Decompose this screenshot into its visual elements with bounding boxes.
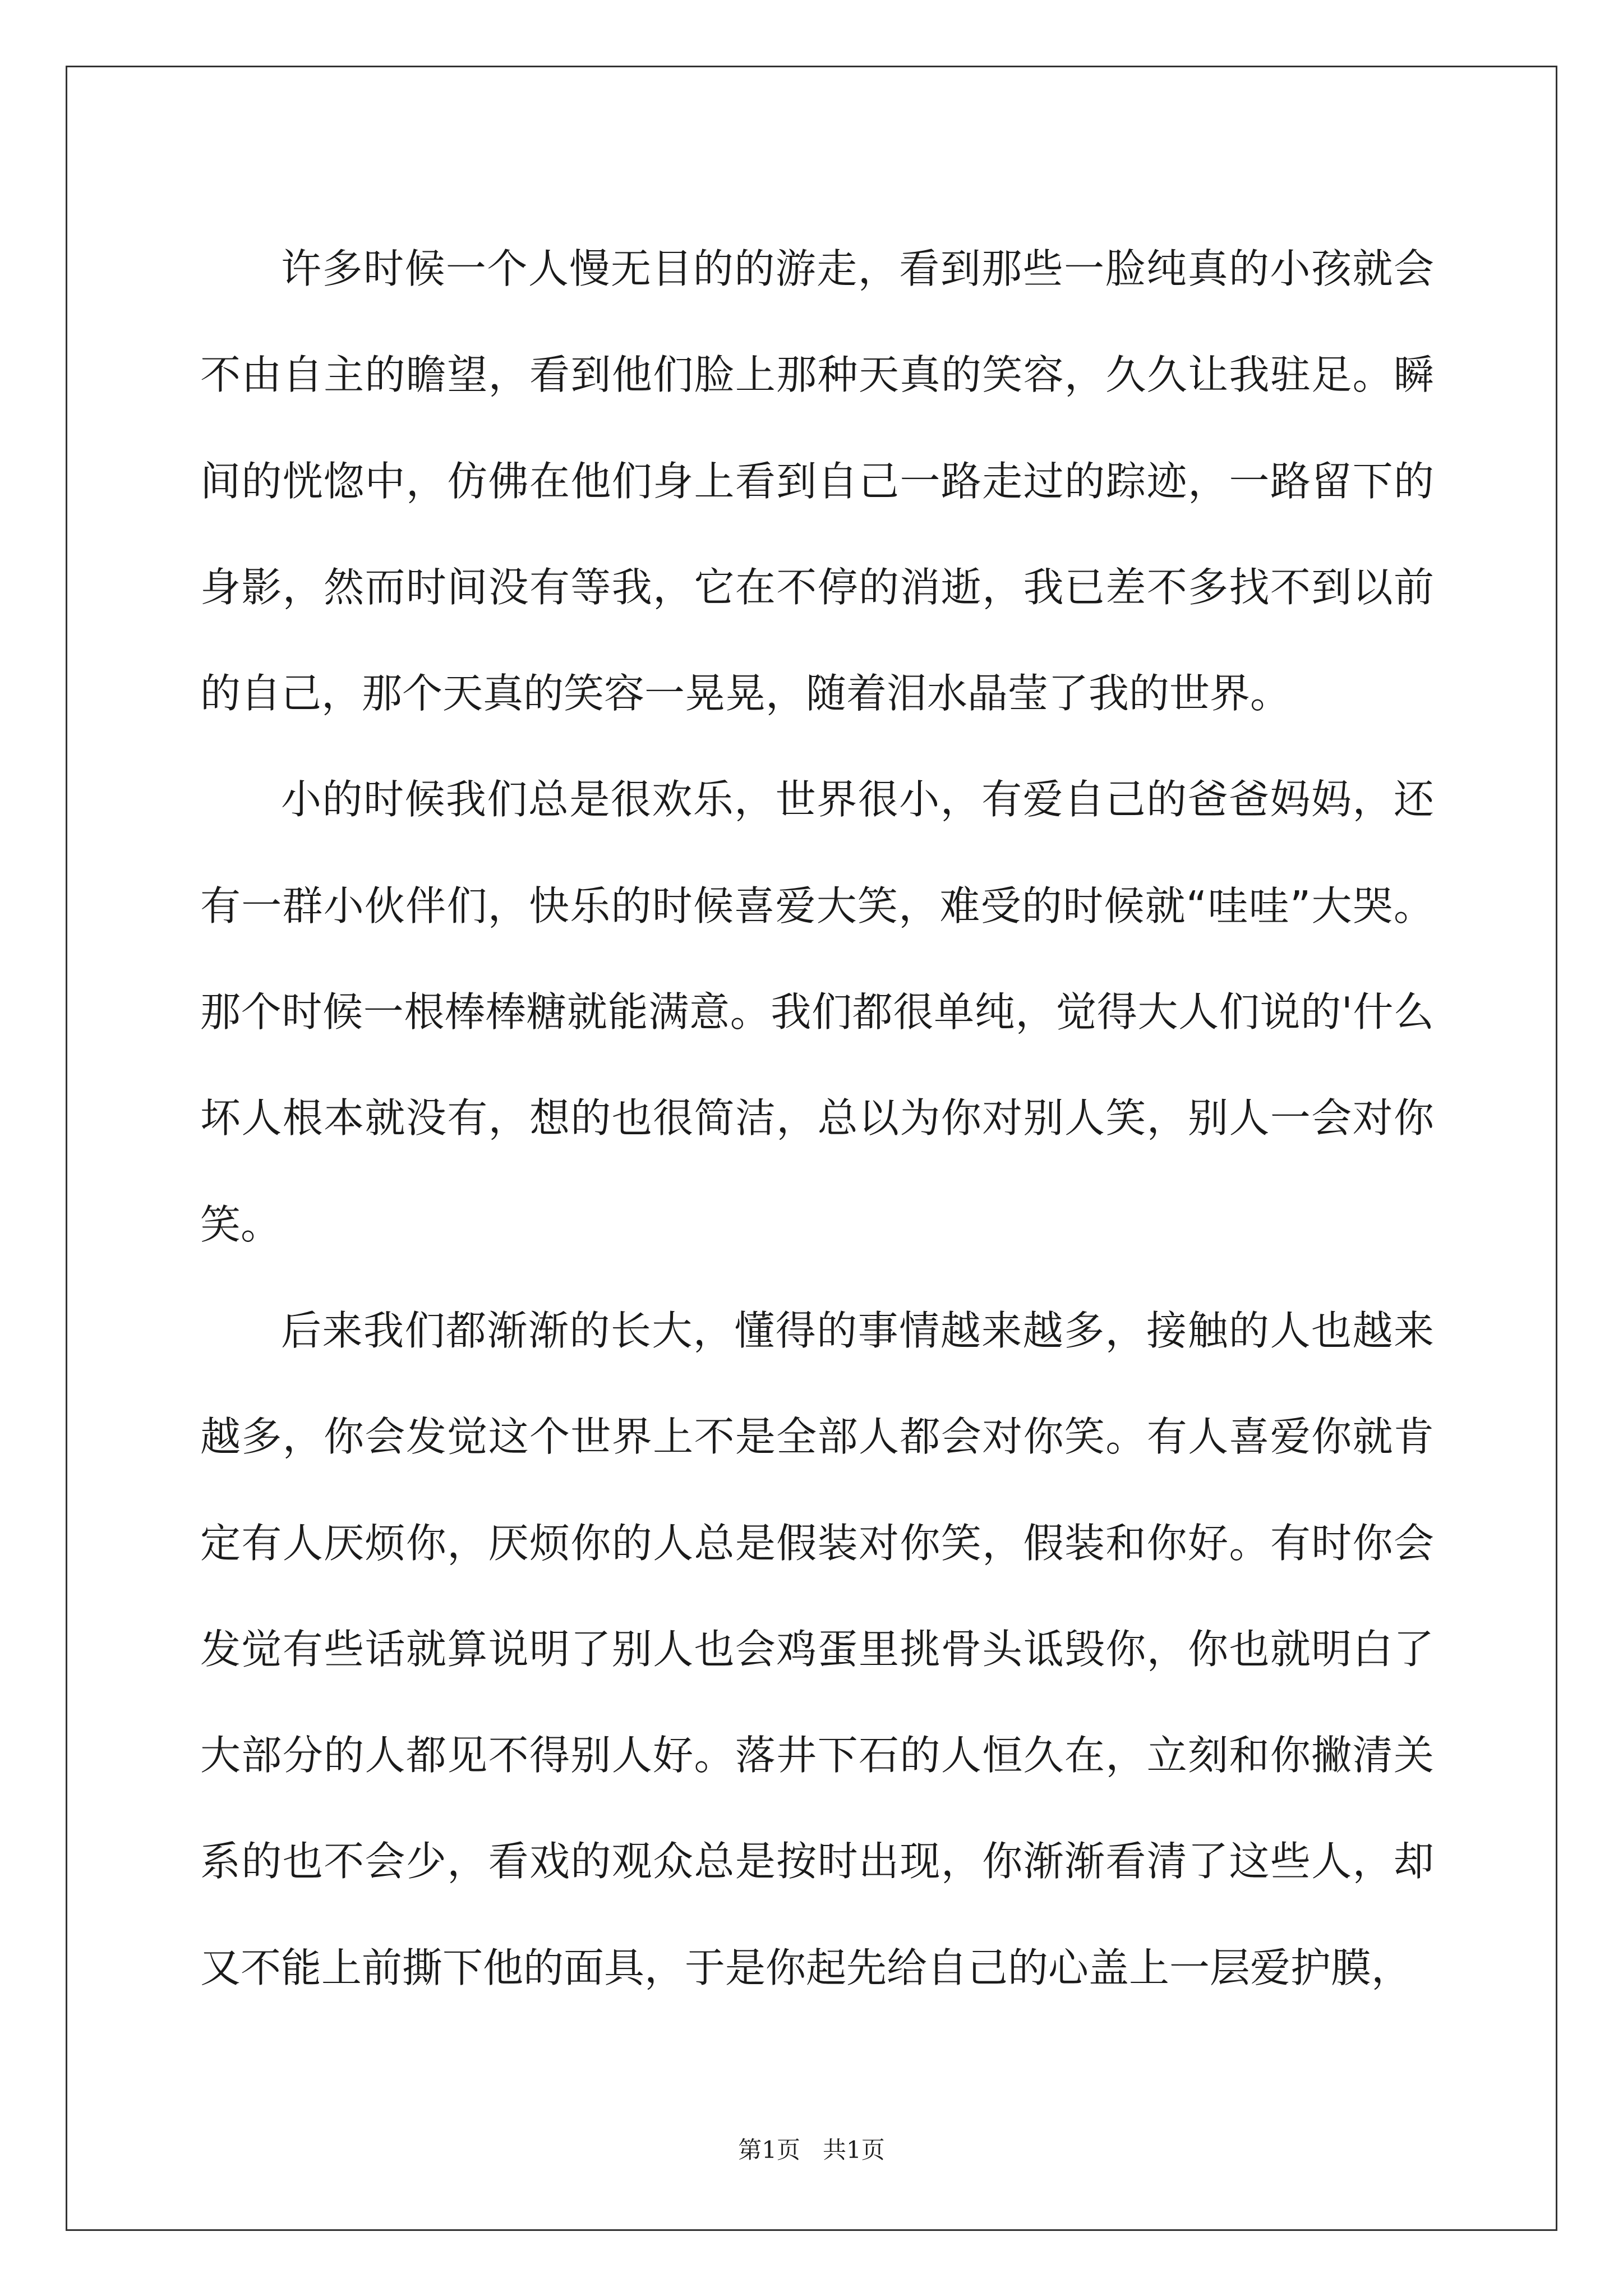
paragraph-3: 后来我们都渐渐的长大，懂得的事情越来越多，接触的人也越来越多，你会发觉这个世界上不是全部人都会对你笑。有人喜爱你就肯定有人厌烦你，厌烦你的人总是假装对你笑，假装和你好。有时你会发觉有些话就算说明了别人也会鸡蛋里挑骨头诋毁你，你也就明白了大部分的人都见不得别人好。落井下石的人恒久在，立刻和你撇清关系的也不会少，看戏的观众总是按时出现，你渐渐看清了这些人，却又不能上前撕下他的面具，于是你起先给自己的心盖上一层爱护膜， [200,1306,1434,1991]
paragraph-2: 小的时候我们总是很欢乐，世界很小，有爱自己的爸爸妈妈，还有一群小伙伴们，快乐的时候喜爱大笑，难受的时候就“哇哇”大哭。那个时候一根棒棒糖就能满意。我们都很单纯，觉得大人们说的'什么坏人根本就没有，想的也很简洁，总以为你对别人笑，别人一会对你笑。 [200,776,1434,1248]
document-body [200,216,1434,2021]
paragraph-1: 许多时候一个人慢无目的的游走，看到那些一脸纯真的小孩就会不由自主的瞻望，看到他们脸上那种天真的笑容，久久让我驻足。瞬间的恍惚中，仿佛在他们身上看到自己一路走过的踪迹，一路留下的身影，然而时间没有等我，它在不停的消逝，我已差不多找不到以前的自己，那个天真的笑容一晃晃，随着泪水晶莹了我的世界。 [200,245,1434,717]
page-number-footer: 第1页 共1页 [738,2136,885,2164]
